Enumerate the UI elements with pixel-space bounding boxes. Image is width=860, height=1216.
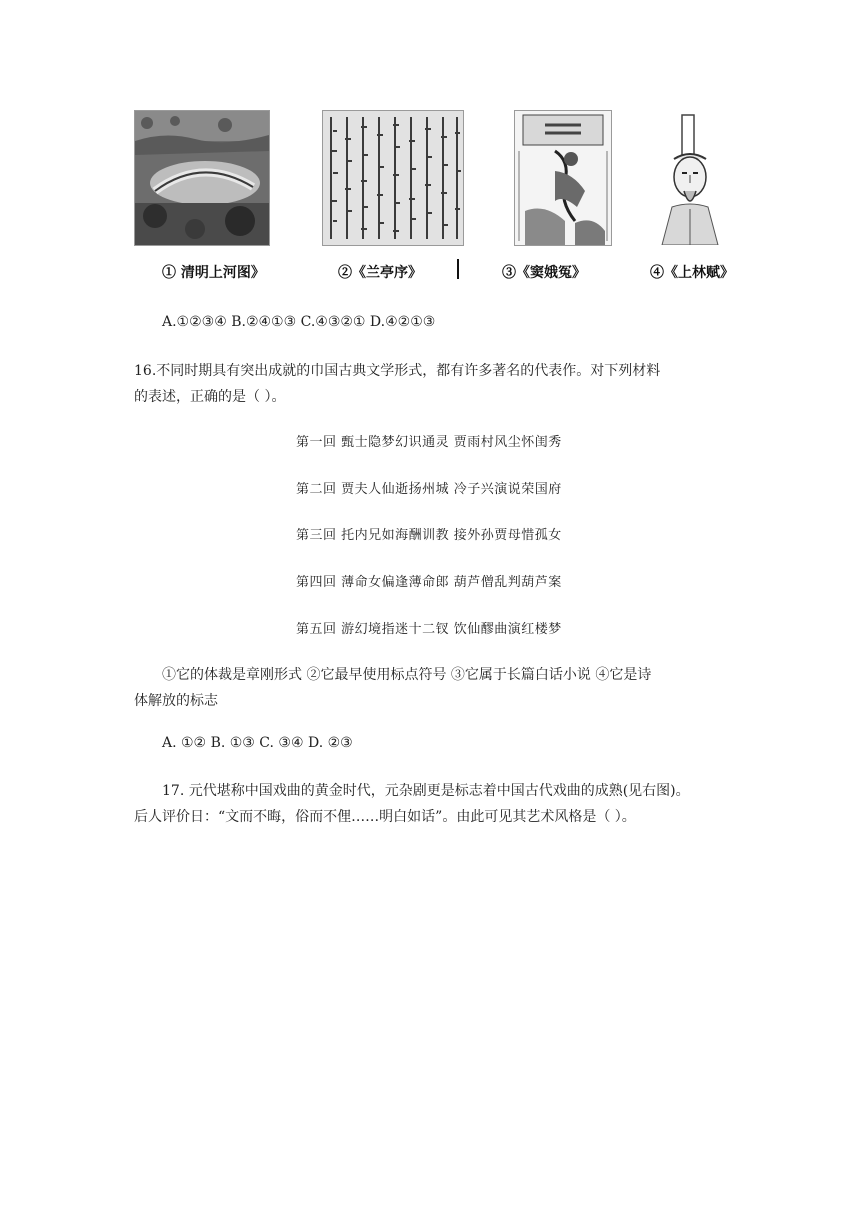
chapter-title-2: 第二回 贾夫人仙逝扬州城 冷子兴演说荣国府 xyxy=(296,482,562,497)
question-16-statements-line-1: ①它的体裁是章刚形式 ②它最早使用标点符号 ③它属于长篇白话小说 ④它是诗 xyxy=(162,667,652,683)
figure-caption-1: ① 清明上河图》 xyxy=(162,265,265,281)
question-16-stem-line-1: 16.不同时期具有突出成就的巾国古典文学形式，都有许多著名的代表作。对下列材料 xyxy=(134,363,661,379)
lantingxu-calligraphy-image xyxy=(322,110,464,246)
question-16-stem-line-2: 的表述，正确的是（ ）。 xyxy=(134,389,286,405)
opera-woodcut-image-icon xyxy=(515,111,611,245)
figure-caption-4: ④《上林赋》 xyxy=(650,265,734,281)
chapter-title-5: 第五回 游幻境指迷十二钗 饮仙醪曲演红楼梦 xyxy=(296,622,562,637)
painting-image-icon xyxy=(135,111,269,245)
question-17-line-2: 后人评价日：“文而不晦，俗而不俚……明白如话”。由此可见其艺术风格是（ ）。 xyxy=(134,809,636,825)
dou-e-yuan-woodcut-image xyxy=(514,110,612,246)
calligraphy-image-icon xyxy=(323,111,463,245)
qingming-painting-image xyxy=(134,110,270,246)
shanglin-fu-portrait-image xyxy=(651,110,729,246)
chapter-title-3: 第三回 托内兄如海酬训教 接外孙贾母惜孤女 xyxy=(296,528,562,543)
figure-caption-2: ②《兰亭序》 xyxy=(338,265,422,281)
chapter-title-4: 第四回 薄命女偏逢薄命郎 葫芦僧乱判葫芦案 xyxy=(296,575,562,590)
question-16-options: A. ①② B. ①③ C. ③④ D. ②③ xyxy=(162,735,353,751)
caption-divider xyxy=(457,259,459,279)
question-15-options: A.①②③④ B.②④①③ C.④③②① D.④②①③ xyxy=(162,314,436,330)
figure-caption-3: ③《窦娥冤》 xyxy=(502,265,586,281)
question-16-statements-line-2: 体解放的标志 xyxy=(134,693,218,709)
chapter-title-1: 第一回 甄士隐梦幻识通灵 贾雨村风尘怀闺秀 xyxy=(296,435,562,450)
question-17-line-1: 17. 元代堪称中国戏曲的黄金时代，元杂剧更是标志着中国古代戏曲的成熟(见右图)。 xyxy=(162,783,690,799)
portrait-image-icon xyxy=(652,111,728,245)
